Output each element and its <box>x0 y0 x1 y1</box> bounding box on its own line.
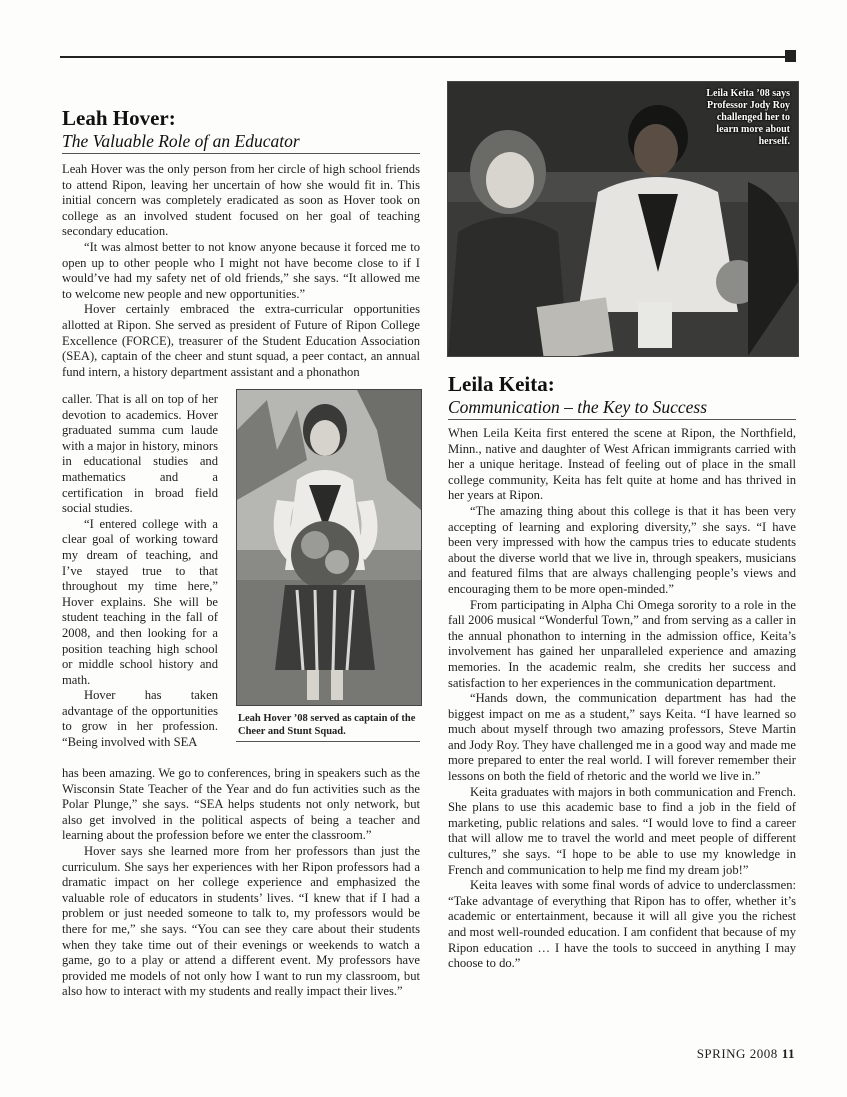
paragraph: “The amazing thing about this college is that it has been very accepting of learning and exploring diversity,” she says. “I have been very impressed with how the campus tries to educate students about the diverse world that we live in, through speakers, musicians and featured films that are always challenging people’s views and encouraging them to be more open-minded.” <box>448 503 796 596</box>
paragraph: Hover says she learned more from her professors than just the curriculum. She says her experiences with her Ripon professors had a dramatic impact on her college experience and emphasized the valuable role of educators in students’ lives. “I knew that if I had a problem or just needed someone to talk to, my professors would be there for me,” she says. “You can see they care about their students when they take time out of their evenings or weekends to watch a game, go to a play or attend a different event. My professors have provided me models of not only how I want to run my classroom, but also how to interact with my students and really impact their lives.” <box>62 843 420 999</box>
paragraph: has been amazing. We go to conferences, bring in speakers such as the Wisconsin State Teacher of the Year and do fun activities such as the Polar Plunge,” she says. “SEA helps students not only network, but also get involved in the political aspects of being a teacher and learning about the profession before we enter the classroom.” <box>62 766 420 843</box>
leah-hover-body-narrow <box>62 392 218 751</box>
page-number: 11 <box>781 1046 795 1061</box>
leila-keita-body <box>448 426 796 972</box>
leah-hover-body-bottom <box>62 766 420 1000</box>
paragraph: When Leila Keita first entered the scene at Ripon, the Northfield, Minn., native and daughter of West African immigrants carried with her a unique heritage. Instead of feeling out of place in the small college community, Keita has felt quite at home and has thrived in her years at Ripon. <box>448 426 796 503</box>
leah-hover-name: Leah Hover: <box>62 106 176 130</box>
paragraph: “Hands down, the communication department has had the biggest impact on me as a student,” says Keita. “I have learned so much about myself through two amazing professors, Steve Martin and Jody Roy. They have challenged me in a good way and made me more prepared to enter the real world. I will forever remember their lessons on both the field of rhetoric and the world we live in.” <box>448 691 796 784</box>
paragraph: “I entered college with a clear goal of working toward my dream of teaching, and I’ve stayed true to that throughout my time here,” Hover explains. She will be student teaching in the fall of 2008, and then looking for a position teaching high school or middle school history and math. <box>62 516 218 687</box>
leila-keita-name: Leila Keita: <box>448 372 555 396</box>
paragraph: Keita graduates with majors in both communication and French. She plans to use this academic base to find a job in the field of marketing, public relations and sales. “I would love to find a career that will allow me to travel the world and meet people of different cultures,” she says. “I hope to be able to use my knowledge in French and communication to help me find my dream job!” <box>448 784 796 877</box>
leah-hover-photo <box>236 389 422 706</box>
top-rule-tab <box>785 50 796 62</box>
paragraph: caller. That is all on top of her devotion to academics. Hover graduated summa cum laude with a major in history, minors in educational studies and mathematics and a certification in broad field social studies. <box>62 392 218 516</box>
page-footer <box>697 1046 795 1062</box>
leila-keita-heading <box>448 372 796 420</box>
top-rule <box>60 56 787 58</box>
paragraph: From participating in Alpha Chi Omega sorority to a role in the fall 2006 musical “Wonderful Town,” and from serving as a caller in the annual phonathon to interning in the admission office, Keita’s involvement has gained her unparalleled experience and amazing memories. In the academic realm, she credits her success and satisfaction to her experiences in the communication department. <box>448 597 796 690</box>
paragraph: Leah Hover was the only person from her circle of high school friends to attend Ripon, leaving her uncertain of how she would fit in. This initial concern was completely eradicated as soon as Hover took on college as an involved student focused on her goal of teaching secondary education. <box>62 162 420 239</box>
leah-hover-body-top <box>62 162 420 380</box>
cheerleader-photo-illustration <box>237 390 421 705</box>
issue-label: SPRING 2008 <box>696 1046 778 1061</box>
leila-keita-subtitle: Communication – the Key to Success <box>448 396 796 420</box>
leila-keita-photo-caption: Leila Keita ’08 says Professor Jody Roy challenged her to learn more about herself. <box>706 88 790 147</box>
paragraph: Keita leaves with some final words of advice to underclassmen: “Take advantage of everything that Ripon has to offer, whether it’s academic or entertainment, because it will all give you the richest and most well-rounded education. I am confident that because of my Ripon education … I have the tools to succeed in anything I may choose to do.” <box>448 878 796 971</box>
paragraph: “It was almost better to not know anyone because it forced me to open up to other people who I might not have become close to if I would’ve had my safety net of old friends,” she says. “It allowed me to welcome new people and new opportunities.” <box>62 239 420 301</box>
paragraph: Hover has taken advantage of the opportunities to grow in her profession. “Being involved with SEA <box>62 688 218 750</box>
leah-hover-heading <box>62 106 420 154</box>
leah-hover-photo-caption: Leah Hover ’08 served as captain of the Cheer and Stunt Squad. <box>238 713 416 737</box>
paragraph: Hover certainly embraced the extra-curricular opportunities allotted at Ripon. She served as president of Future of Ripon College Excellence (FORCE), treasurer of the Student Education Association (SEA), captain of the cheer and stunt squad, a peer contact, an annual fund intern, a history department assistant and a phonathon <box>62 302 420 379</box>
leah-hover-subtitle: The Valuable Role of an Educator <box>62 130 420 154</box>
caption-rule <box>236 741 420 742</box>
